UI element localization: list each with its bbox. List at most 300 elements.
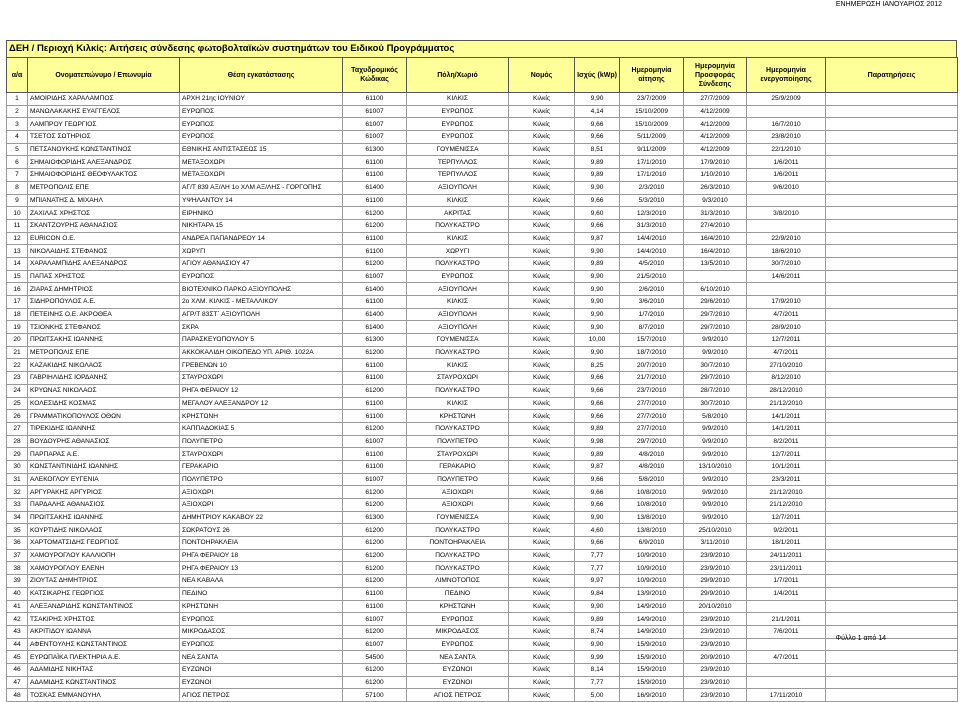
cell-city: ΠΟΛΥΚΑΣΤΡΟ <box>407 384 509 397</box>
cell-offer-date: 9/3/2010 <box>684 194 747 207</box>
cell-location: ΡΗΓΑ ΦΕΡΑΙΟΥ 13 <box>180 562 343 575</box>
cell-index: 9 <box>7 194 28 207</box>
cell-index: 7 <box>7 169 28 182</box>
cell-prefecture: Κιλκίς <box>509 359 575 372</box>
col-header-activation-date: Ημερομηνία ενεργοποίησης <box>747 58 826 93</box>
cell-name: ΛΑΜΠΡΟΥ ΓΕΩΡΓΙΟΣ <box>28 118 180 131</box>
cell-power: 9,90 <box>575 511 620 524</box>
cell-name: ΑΔΑΜΙΔΗΣ ΝΙΚΗΤΑΣ <box>28 663 180 676</box>
cell-location: ΝΕΑ ΣΑΝΤΑ <box>180 651 343 664</box>
cell-index: 13 <box>7 245 28 258</box>
cell-prefecture: Κιλκίς <box>509 397 575 410</box>
cell-city: ΠΟΛΥΚΑΣΤΡΟ <box>407 524 509 537</box>
cell-activation-date: 23/8/2010 <box>747 131 826 144</box>
cell-activation-date: 14/1/2011 <box>747 422 826 435</box>
cell-offer-date: 23/9/2010 <box>684 613 747 626</box>
cell-city: ΚΡΗΣΤΩΝΗ <box>407 410 509 423</box>
cell-prefecture: Κιλκίς <box>509 270 575 283</box>
cell-application-date: 18/7/2010 <box>620 346 684 359</box>
cell-location: ΕΥΖΩΝΟΙ <box>180 676 343 689</box>
cell-index: 27 <box>7 422 28 435</box>
page-header <box>0 0 960 9</box>
cell-power: 10,00 <box>575 334 620 347</box>
cell-prefecture: Κιλκίς <box>509 600 575 613</box>
cell-index: 33 <box>7 499 28 512</box>
cell-application-date: 13/8/2010 <box>620 524 684 537</box>
cell-location: ΕΥΡΩΠΟΣ <box>180 131 343 144</box>
cell-location: ΑΚΚΟΚΑΛΙΔΗ ΟΙΚΟΠΕΔΟ ΥΠ. ΑΡΙΘ. 1022Α <box>180 346 343 359</box>
cell-prefecture: Κιλκίς <box>509 575 575 588</box>
cell-activation-date <box>747 663 826 676</box>
cell-postcode: 61200 <box>343 625 407 638</box>
cell-offer-date: 23/9/2010 <box>684 638 747 651</box>
cell-location: ΠΟΝΤΟΗΡΑΚΛΕΙΑ <box>180 537 343 550</box>
cell-offer-date: 5/8/2010 <box>684 410 747 423</box>
cell-power: 9,66 <box>575 473 620 486</box>
cell-activation-date <box>747 219 826 232</box>
cell-city: ΠΕΔΙΝΟ <box>407 587 509 600</box>
col-header-offer-date: Ημερομηνία Προσφοράς Σύνδεσης <box>684 58 747 93</box>
cell-offer-date: 9/9/2010 <box>684 435 747 448</box>
cell-postcode: 61100 <box>343 410 407 423</box>
cell-index: 25 <box>7 397 28 410</box>
cell-application-date: 29/7/2010 <box>620 435 684 448</box>
table-row <box>7 410 958 423</box>
cell-application-date: 4/8/2010 <box>620 448 684 461</box>
sheet-page-counter: Φύλλο 1 από 14 <box>835 635 886 642</box>
cell-prefecture: Κιλκίς <box>509 334 575 347</box>
cell-remarks <box>826 105 958 118</box>
cell-activation-date: 10/1/2011 <box>747 460 826 473</box>
table-row <box>7 663 958 676</box>
cell-prefecture: Κιλκίς <box>509 562 575 575</box>
cell-index: 38 <box>7 562 28 575</box>
cell-power: 9,90 <box>575 93 620 106</box>
cell-location: ΠΕΔΙΝΟ <box>180 587 343 600</box>
cell-power: 9,66 <box>575 397 620 410</box>
cell-offer-date: 20/10/2010 <box>684 600 747 613</box>
table-row <box>7 156 958 169</box>
cell-application-date: 14/9/2010 <box>620 613 684 626</box>
cell-offer-date: 29/7/2010 <box>684 308 747 321</box>
cell-city: ΠΟΛΥΚΑΣΤΡΟ <box>407 219 509 232</box>
cell-remarks <box>826 511 958 524</box>
cell-postcode: 61100 <box>343 448 407 461</box>
cell-postcode: 61007 <box>343 270 407 283</box>
cell-location: ΑΓΡ/Τ 83ΣΤ΄ ΑΞΙΟΥΠΟΛΗ <box>180 308 343 321</box>
cell-city: ΕΥΡΩΠΟΣ <box>407 638 509 651</box>
cell-remarks <box>826 651 958 664</box>
col-header-remarks: Παρατηρήσεις <box>826 58 958 93</box>
cell-prefecture: Κιλκίς <box>509 257 575 270</box>
cell-postcode: 61200 <box>343 486 407 499</box>
cell-offer-date: 20/9/2010 <box>684 651 747 664</box>
table-row <box>7 359 958 372</box>
cell-city: ΓΕΡΑΚΑΡΙΟ <box>407 460 509 473</box>
cell-index: 4 <box>7 131 28 144</box>
cell-prefecture: Κιλκίς <box>509 435 575 448</box>
cell-location: ΑΓ/Τ 839 ΑΞ/ΛΗ 1ο ΧΛΜ ΑΞ/ΛΗΣ - ΓΟΡΓΟΠΗΣ <box>180 181 343 194</box>
cell-prefecture: Κιλκίς <box>509 219 575 232</box>
cell-index: 19 <box>7 321 28 334</box>
cell-name: ΧΑΜΟΥΡΟΓΛΟΥ ΚΑΛΛΙΟΠΗ <box>28 549 180 562</box>
cell-city: ΕΥΖΩΝΟΙ <box>407 663 509 676</box>
cell-city: ΑΞΙΟΥΠΟΛΗ <box>407 308 509 321</box>
cell-power: 8,74 <box>575 625 620 638</box>
cell-offer-date: 13/10/2010 <box>684 460 747 473</box>
cell-power: 9,89 <box>575 422 620 435</box>
cell-location: ΕΥΡΩΠΟΣ <box>180 118 343 131</box>
table-body <box>7 93 958 702</box>
cell-location: ΡΗΓΑ ΦΕΡΑΙΟΥ 12 <box>180 384 343 397</box>
cell-location: ΑΡΧΗ 21ης ΙΟΥΝΙΟΥ <box>180 93 343 106</box>
cell-name: EURICON O.E. <box>28 232 180 245</box>
cell-name: ΑΜΟΙΡΙΔΗΣ ΧΑΡΑΛΑΜΠΟΣ <box>28 93 180 106</box>
cell-index: 42 <box>7 613 28 626</box>
cell-postcode: 61007 <box>343 638 407 651</box>
cell-offer-date: 4/12/2009 <box>684 143 747 156</box>
cell-power: 9,90 <box>575 638 620 651</box>
cell-location: ΑΞΙΟΧΩΡΙ <box>180 486 343 499</box>
cell-city: ΓΟΥΜΕΝΙΣΣΑ <box>407 334 509 347</box>
table-row <box>7 689 958 702</box>
cell-activation-date: 18/6/2010 <box>747 245 826 258</box>
cell-location: ΣΚΡΑ <box>180 321 343 334</box>
cell-remarks <box>826 257 958 270</box>
cell-name: ΜΕΤΡΟΠΟΛΙΣ ΕΠΕ <box>28 346 180 359</box>
cell-application-date: 17/1/2010 <box>620 169 684 182</box>
cell-activation-date: 3/8/2010 <box>747 207 826 220</box>
cell-index: 8 <box>7 181 28 194</box>
cell-application-date: 10/9/2010 <box>620 562 684 575</box>
cell-postcode: 61300 <box>343 143 407 156</box>
cell-power: 9,89 <box>575 257 620 270</box>
cell-power: 9,84 <box>575 587 620 600</box>
cell-location: ΕΙΡΗΝΙΚΟ <box>180 207 343 220</box>
cell-application-date: 31/3/2010 <box>620 219 684 232</box>
cell-prefecture: Κιλκίς <box>509 321 575 334</box>
cell-location: 2ο ΧΛΜ. ΚΙΛΚΙΣ - ΜΕΤΑΛΛΙΚΟΥ <box>180 296 343 309</box>
cell-name: ΠΕΤΕΙΝΗΣ Ο.Ε. ΑΚΡΟΘΕΑ <box>28 308 180 321</box>
cell-name: ΧΑΜΟΥΡΟΓΛΟΥ ΕΛΕΝΗ <box>28 562 180 575</box>
table-row <box>7 499 958 512</box>
cell-offer-date <box>684 270 747 283</box>
cell-city: ΠΟΛΥΚΑΣΤΡΟ <box>407 562 509 575</box>
cell-power: 4,60 <box>575 524 620 537</box>
cell-index: 17 <box>7 296 28 309</box>
table-row <box>7 283 958 296</box>
cell-postcode: 61200 <box>343 257 407 270</box>
cell-remarks <box>826 524 958 537</box>
cell-index: 23 <box>7 372 28 385</box>
table-row <box>7 676 958 689</box>
cell-remarks <box>826 397 958 410</box>
cell-power: 9,99 <box>575 651 620 664</box>
table-row <box>7 270 958 283</box>
cell-postcode: 61200 <box>343 524 407 537</box>
cell-application-date: 5/11/2009 <box>620 131 684 144</box>
cell-location: ΡΗΓΑ ΦΕΡΑΙΟΥ 18 <box>180 549 343 562</box>
cell-power: 9,66 <box>575 118 620 131</box>
cell-remarks <box>826 689 958 702</box>
cell-activation-date: 14/6/2011 <box>747 270 826 283</box>
cell-activation-date: 30/7/2010 <box>747 257 826 270</box>
cell-city: ΜΙΚΡΟΔΑΣΟΣ <box>407 625 509 638</box>
cell-application-date: 15/9/2010 <box>620 663 684 676</box>
cell-postcode: 61100 <box>343 232 407 245</box>
cell-prefecture: Κιλκίς <box>509 524 575 537</box>
table-row <box>7 194 958 207</box>
cell-remarks <box>826 587 958 600</box>
table-row <box>7 549 958 562</box>
cell-location: ΜΙΚΡΟΔΑΣΟΣ <box>180 625 343 638</box>
cell-postcode: 61100 <box>343 296 407 309</box>
cell-postcode: 61007 <box>343 613 407 626</box>
cell-activation-date: 21/1/2011 <box>747 613 826 626</box>
cell-name: ΖΙΑΡΑΣ ΔΗΜΗΤΡΙΟΣ <box>28 283 180 296</box>
cell-application-date: 5/3/2010 <box>620 194 684 207</box>
cell-postcode: 61400 <box>343 321 407 334</box>
cell-name: ΠΑΡΔΑΛΗΣ ΑΘΑΝΑΣΙΟΣ <box>28 499 180 512</box>
col-header-city: Πόλη/Χωριό <box>407 58 509 93</box>
table-row <box>7 473 958 486</box>
cell-power: 9,89 <box>575 448 620 461</box>
cell-name: ΑΦΕΝΤΟΥΛΗΣ ΚΩΝΣΤΑΝΤΙΝΟΣ <box>28 638 180 651</box>
table-row <box>7 575 958 588</box>
cell-city: ΕΥΡΩΠΟΣ <box>407 131 509 144</box>
cell-index: 37 <box>7 549 28 562</box>
cell-city: ΑΚΡΙΤΑΣ <box>407 207 509 220</box>
cell-index: 29 <box>7 448 28 461</box>
cell-location: ΜΕΓΑΛΟΥ ΑΛΕΞΑΝΔΡΟΥ 12 <box>180 397 343 410</box>
cell-city: ΠΟΛΥΚΑΣΤΡΟ <box>407 422 509 435</box>
cell-activation-date: 4/7/2011 <box>747 651 826 664</box>
cell-prefecture: Κιλκίς <box>509 473 575 486</box>
cell-name: ΜΑΝΩΛΑΚΑΚΗΣ ΕΥΑΓΓΕΛΟΣ <box>28 105 180 118</box>
table-row <box>7 105 958 118</box>
cell-city: ΑΞΙΟΧΩΡΙ <box>407 499 509 512</box>
cell-offer-date: 6/10/2010 <box>684 283 747 296</box>
cell-postcode: 61200 <box>343 422 407 435</box>
cell-activation-date: 8/2/2011 <box>747 435 826 448</box>
cell-remarks <box>826 499 958 512</box>
cell-offer-date: 25/10/2010 <box>684 524 747 537</box>
table-row <box>7 219 958 232</box>
cell-index: 3 <box>7 118 28 131</box>
cell-application-date: 10/9/2010 <box>620 549 684 562</box>
cell-name: ΓΑΒΡΙΗΛΙΔΗΣ ΙΟΡΔΑΝΗΣ <box>28 372 180 385</box>
cell-index: 2 <box>7 105 28 118</box>
cell-postcode: 61200 <box>343 537 407 550</box>
cell-remarks <box>826 346 958 359</box>
cell-location: ΜΕΤΑΞΟΧΩΡΙ <box>180 156 343 169</box>
cell-location: ΓΕΡΑΚΑΡΙΟ <box>180 460 343 473</box>
cell-power: 9,90 <box>575 181 620 194</box>
cell-remarks <box>826 245 958 258</box>
cell-location: ΕΥΖΩΝΟΙ <box>180 663 343 676</box>
cell-postcode: 61100 <box>343 587 407 600</box>
cell-activation-date: 12/7/2011 <box>747 511 826 524</box>
cell-activation-date: 1/6/2011 <box>747 169 826 182</box>
cell-city: ΠΟΛΥΚΑΣΤΡΟ <box>407 346 509 359</box>
cell-application-date: 15/10/2009 <box>620 118 684 131</box>
cell-application-date: 13/8/2010 <box>620 511 684 524</box>
cell-application-date: 10/8/2010 <box>620 499 684 512</box>
cell-location: ΣΩΚΡΑΤΟΥΣ 26 <box>180 524 343 537</box>
table-row <box>7 460 958 473</box>
cell-offer-date: 9/9/2010 <box>684 346 747 359</box>
cell-offer-date: 4/12/2009 <box>684 118 747 131</box>
cell-index: 31 <box>7 473 28 486</box>
cell-offer-date: 23/9/2010 <box>684 676 747 689</box>
cell-postcode: 61100 <box>343 359 407 372</box>
cell-offer-date: 29/7/2010 <box>684 372 747 385</box>
table-row <box>7 486 958 499</box>
cell-prefecture: Κιλκίς <box>509 194 575 207</box>
cell-location: ΚΡΗΣΤΩΝΗ <box>180 600 343 613</box>
table-row <box>7 435 958 448</box>
cell-city: ΑΞΙΟΥΠΟΛΗ <box>407 181 509 194</box>
cell-remarks <box>826 372 958 385</box>
cell-postcode: 61100 <box>343 194 407 207</box>
cell-activation-date: 28/9/2010 <box>747 321 826 334</box>
cell-offer-date: 27/4/2010 <box>684 219 747 232</box>
table-row <box>7 651 958 664</box>
cell-application-date: 3/6/2010 <box>620 296 684 309</box>
cell-city: ΚΙΛΚΙΣ <box>407 232 509 245</box>
cell-location: ΑΝΔΡΕΑ ΠΑΠΑΝΔΡΕΟΥ 14 <box>180 232 343 245</box>
cell-remarks <box>826 410 958 423</box>
cell-application-date: 14/9/2010 <box>620 625 684 638</box>
cell-remarks <box>826 156 958 169</box>
table-row <box>7 524 958 537</box>
cell-remarks <box>826 448 958 461</box>
cell-activation-date <box>747 105 826 118</box>
cell-name: ΣΚΑΝΤΖΟΥΡΗΣ ΑΘΑΝΑΣΙΟΣ <box>28 219 180 232</box>
cell-postcode: 61007 <box>343 118 407 131</box>
cell-index: 45 <box>7 651 28 664</box>
cell-prefecture: Κιλκίς <box>509 613 575 626</box>
cell-application-date: 4/5/2010 <box>620 257 684 270</box>
cell-application-date: 1/7/2010 <box>620 308 684 321</box>
cell-index: 40 <box>7 587 28 600</box>
cell-postcode: 54500 <box>343 651 407 664</box>
cell-city: ΑΞΙΟΧΩΡΙ <box>407 486 509 499</box>
cell-activation-date: 21/12/2010 <box>747 397 826 410</box>
cell-power: 7,77 <box>575 562 620 575</box>
cell-index: 26 <box>7 410 28 423</box>
cell-name: ΠΑΠΑΣ ΧΡΗΣΤΟΣ <box>28 270 180 283</box>
cell-remarks <box>826 93 958 106</box>
cell-activation-date: 16/7/2010 <box>747 118 826 131</box>
table-row <box>7 181 958 194</box>
cell-name: ΣΗΜΑΙΟΦΟΡΙΔΗΣ ΑΛΕΞΑΝΔΡΟΣ <box>28 156 180 169</box>
cell-city: ΓΟΥΜΕΝΙΣΣΑ <box>407 511 509 524</box>
cell-application-date: 15/10/2009 <box>620 105 684 118</box>
cell-prefecture: Κιλκίς <box>509 118 575 131</box>
cell-activation-date <box>747 194 826 207</box>
cell-name: ΧΑΡΤΟΜΑΤΣΙΔΗΣ ΓΕΩΡΓΙΟΣ <box>28 537 180 550</box>
cell-location: ΕΥΡΩΠΟΣ <box>180 105 343 118</box>
cell-index: 28 <box>7 435 28 448</box>
cell-prefecture: Κιλκίς <box>509 105 575 118</box>
cell-city: ΚΙΛΚΙΣ <box>407 93 509 106</box>
cell-name: ΚΩΝΣΤΑΝΤΙΝΙΔΗΣ ΙΩΑΝΝΗΣ <box>28 460 180 473</box>
cell-index: 47 <box>7 676 28 689</box>
cell-index: 32 <box>7 486 28 499</box>
cell-prefecture: Κιλκίς <box>509 169 575 182</box>
cell-postcode: 61100 <box>343 600 407 613</box>
cell-postcode: 61200 <box>343 207 407 220</box>
cell-city: ΣΤΑΥΡΟΧΩΡΙ <box>407 448 509 461</box>
cell-postcode: 61200 <box>343 549 407 562</box>
cell-power: 9,90 <box>575 296 620 309</box>
cell-application-date: 9/11/2009 <box>620 143 684 156</box>
cell-application-date: 14/9/2010 <box>620 600 684 613</box>
cell-activation-date: 22/1/2010 <box>747 143 826 156</box>
cell-postcode: 61007 <box>343 131 407 144</box>
cell-city: ΛΙΜΝΟΤΟΠΟΣ <box>407 575 509 588</box>
table-row <box>7 562 958 575</box>
cell-power: 9,90 <box>575 600 620 613</box>
cell-activation-date: 9/2/2011 <box>747 524 826 537</box>
cell-location: ΕΥΡΩΠΟΣ <box>180 613 343 626</box>
cell-name: ΖΑΧΙΛΑΣ ΧΡΗΣΤΟΣ <box>28 207 180 220</box>
cell-postcode: 61400 <box>343 181 407 194</box>
cell-remarks <box>826 663 958 676</box>
cell-index: 18 <box>7 308 28 321</box>
cell-remarks <box>826 486 958 499</box>
cell-index: 46 <box>7 663 28 676</box>
col-header-application-date: Ημερομηνία αίτησης <box>620 58 684 93</box>
col-header-power: Ισχύς (kWp) <box>575 58 620 93</box>
cell-city: ΠΟΝΤΟΗΡΑΚΛΕΙΑ <box>407 537 509 550</box>
cell-postcode: 61007 <box>343 105 407 118</box>
cell-activation-date: 23/11/2011 <box>747 562 826 575</box>
cell-prefecture: Κιλκίς <box>509 676 575 689</box>
cell-prefecture: Κιλκίς <box>509 651 575 664</box>
cell-remarks <box>826 676 958 689</box>
cell-application-date: 10/8/2010 <box>620 486 684 499</box>
cell-remarks <box>826 181 958 194</box>
cell-offer-date: 16/4/2010 <box>684 232 747 245</box>
cell-name: ΣΙΔΗΡΟΠΟΥΛΟΣ Α.Ε. <box>28 296 180 309</box>
cell-offer-date: 23/9/2010 <box>684 689 747 702</box>
cell-postcode: 61200 <box>343 346 407 359</box>
cell-location: ΣΤΑΥΡΟΧΩΡΙ <box>180 448 343 461</box>
cell-remarks <box>826 143 958 156</box>
cell-name: ΚΡΥΩΝΑΣ ΝΙΚΟΛΑΟΣ <box>28 384 180 397</box>
cell-power: 9,89 <box>575 169 620 182</box>
cell-postcode: 61100 <box>343 460 407 473</box>
cell-location: ΕΥΡΩΠΟΣ <box>180 638 343 651</box>
col-header-prefecture: Νομός <box>509 58 575 93</box>
cell-application-date: 15/9/2010 <box>620 651 684 664</box>
cell-power: 9,87 <box>575 460 620 473</box>
cell-city: ΠΟΛΥΚΑΣΤΡΟ <box>407 549 509 562</box>
cell-location: ΧΩΡΥΓΙ <box>180 245 343 258</box>
table-header-row <box>7 58 958 93</box>
cell-prefecture: Κιλκίς <box>509 460 575 473</box>
cell-power: 9,97 <box>575 575 620 588</box>
cell-prefecture: Κιλκίς <box>509 587 575 600</box>
cell-activation-date: 28/12/2010 <box>747 384 826 397</box>
cell-offer-date: 23/9/2010 <box>684 562 747 575</box>
cell-power: 9,60 <box>575 207 620 220</box>
cell-postcode: 61200 <box>343 499 407 512</box>
cell-prefecture: Κιλκίς <box>509 245 575 258</box>
cell-name: ΜΠΙΑΝΑΤΗΣ Δ. ΜΙΧΑΗΛ <box>28 194 180 207</box>
